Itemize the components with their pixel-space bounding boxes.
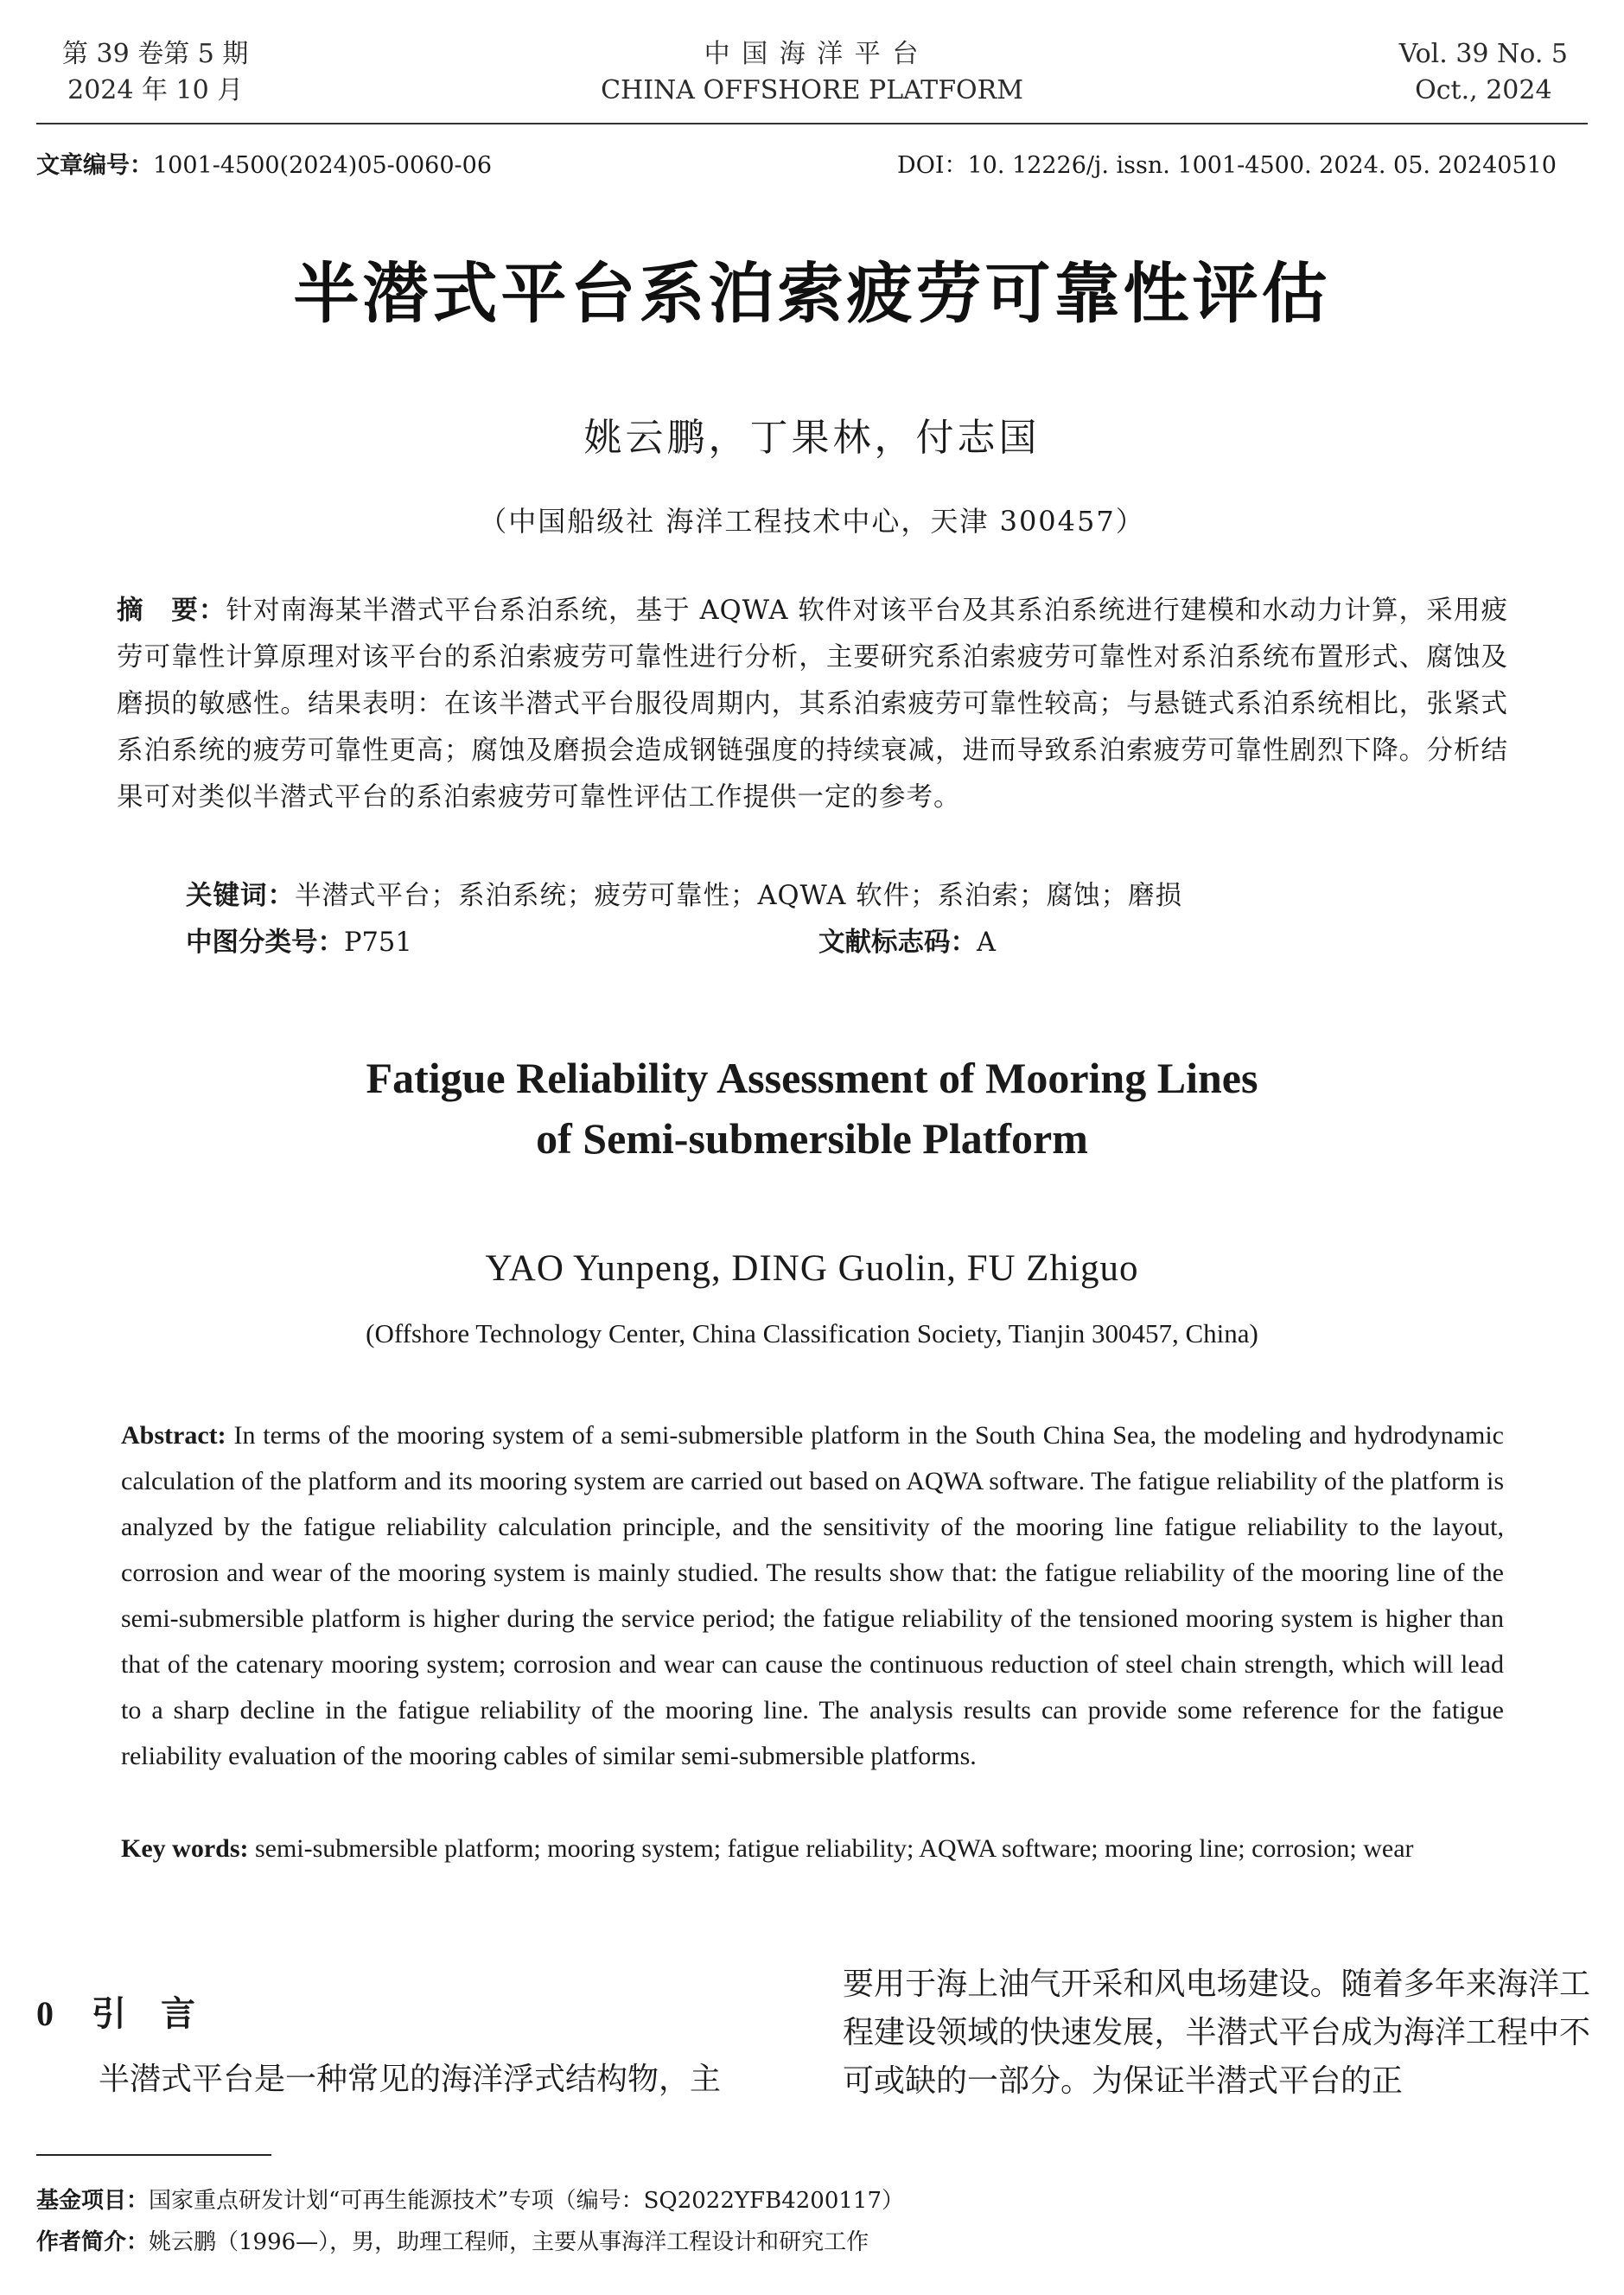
abstract-cn bbox=[117, 588, 1508, 821]
paper-title-cn: 半潜式平台系泊索疲劳可靠性评估 bbox=[293, 255, 1331, 332]
date-en: Oct., 2024 bbox=[1415, 75, 1552, 105]
journal-name-cn: 中 国 海 洋 平 台 bbox=[704, 39, 920, 69]
journal-name-en: CHINA OFFSHORE PLATFORM bbox=[601, 75, 1023, 105]
keywords-cn-label: 关键词： bbox=[186, 881, 295, 911]
body-text-left-column: 半潜式平台是一种常见的海洋浮式结构物，主 bbox=[99, 2062, 722, 2097]
authors-cn: 姚云鹏，丁果林，付志国 bbox=[583, 416, 1041, 460]
keywords-en-text: semi-submersible platform; mooring system; fatigue reliability; AQWA software; mooring line; corrosion; wear bbox=[254, 1834, 1414, 1863]
author-bio-text: 姚云鹏（1996—），男，助理工程师，主要从事海洋工程设计和研究工作 bbox=[149, 2229, 869, 2255]
header-rule bbox=[36, 123, 1588, 124]
journal-name bbox=[0, 36, 1624, 109]
funding-label: 基金项目： bbox=[36, 2188, 150, 2214]
footnote-funding bbox=[36, 2183, 1588, 2218]
doi-value: 10. 12226/j. issn. 1001-4500. 2024. 05. 20240510 bbox=[967, 152, 1557, 179]
affiliation-cn: （中国船级社 海洋工程技术中心，天津 300457） bbox=[479, 505, 1145, 538]
footnote-author bbox=[36, 2225, 1588, 2260]
abstract-cn-label: 摘 要： bbox=[117, 596, 226, 626]
section-heading-introduction bbox=[36, 1988, 230, 2040]
keywords-en-label: Key words: bbox=[121, 1834, 249, 1863]
doi bbox=[897, 149, 1557, 183]
author-bio-label: 作者简介： bbox=[36, 2229, 150, 2255]
affiliation-en: (Offshore Technology Center, China Classification Society, Tianjin 300457, China) bbox=[366, 1318, 1258, 1348]
keywords-cn-text: 半潜式平台；系泊系统；疲劳可靠性；AQWA 软件；系泊索；腐蚀；磨损 bbox=[295, 881, 1183, 911]
classification-label: 中图分类号： bbox=[186, 928, 344, 958]
article-number-value: 1001-4500(2024)05-0060-06 bbox=[153, 152, 493, 179]
section-number: 0 bbox=[36, 1994, 54, 2033]
keywords-en bbox=[121, 1826, 1504, 1871]
abstract-en bbox=[121, 1412, 1504, 1779]
paper-title-en bbox=[0, 1048, 1624, 1169]
document-code bbox=[818, 920, 996, 966]
classification-cn bbox=[186, 920, 412, 966]
document-code-value: A bbox=[977, 928, 997, 958]
article-number-label: 文章编号： bbox=[36, 152, 153, 179]
classification-value: P751 bbox=[344, 928, 412, 958]
journal-volume-en bbox=[1399, 36, 1568, 109]
volume-issue-cn: 第 39 卷第 5 期 bbox=[62, 39, 249, 69]
body-text-right-column: 要用于海上油气开采和风电场建设。随着多年来海洋工程建设领域的快速发展，半潜式平台成为海洋工程中不可或缺的一部分。为保证半潜式平台的正 bbox=[843, 1967, 1590, 2099]
abstract-en-text: In terms of the mooring system of a semi-submersible platform in the South China Sea, the modeling and hydrodynamic calculation of the platform and its mooring system are carried out based on AQWA software. The fatigue reliability of the platform is analyzed by the fatigue reliability calculation principle, and the sensitivity of the mooring line fatigue reliability to the layout, corrosion and wear of the mooring system is mainly studied. The results show that: the fatigue reliability of the mooring line of the semi-submersible platform is higher during the service period; the fatigue reliability of the tensioned mooring system is higher than that of the catenary mooring system; corrosion and wear can cause the continuous reduction of steel chain strength, which will lead to a sharp decline in the fatigue reliability of the mooring line. The analysis results can provide some reference for the fatigue reliability evaluation of the mooring cables of similar semi-submersible platforms. bbox=[121, 1421, 1505, 1770]
paper-title-en-line2: of Semi-submersible Platform bbox=[536, 1114, 1088, 1163]
article-number bbox=[36, 149, 492, 183]
keywords-cn bbox=[186, 873, 1534, 920]
authors-en: YAO Yunpeng, DING Guolin, FU Zhiguo bbox=[485, 1248, 1139, 1289]
section-title: 引言 bbox=[92, 1994, 230, 2034]
abstract-en-label: Abstract: bbox=[121, 1421, 226, 1450]
document-code-label: 文献标志码： bbox=[818, 928, 977, 958]
footnote-rule bbox=[36, 2154, 271, 2156]
paper-title-en-line1: Fatigue Reliability Assessment of Mooring Lines bbox=[366, 1054, 1258, 1102]
date-cn: 2024 年 10 月 bbox=[67, 75, 244, 105]
doi-label: DOI： bbox=[897, 152, 968, 179]
funding-text: 国家重点研发计划“可再生能源技术”专项（编号：SQ2022YFB4200117） bbox=[149, 2188, 904, 2214]
abstract-cn-text: 针对南海某半潜式平台系泊系统，基于 AQWA 软件对该平台及其系泊系统进行建模和水动力计算，采用疲劳可靠性计算原理对该平台的系泊索疲劳可靠性进行分析，主要研究系泊索疲劳可靠性对系泊系统布置形式、腐蚀及磨损的敏感性。结果表明：在该半潜式平台服役周期内，其系泊索疲劳可靠性较高；与悬链式系泊系统相比，张紧式系泊系统的疲劳可靠性更高；腐蚀及磨损会造成钢链强度的持续衰减，进而导致系泊索疲劳可靠性剧烈下降。分析结果可对类似半潜式平台的系泊索疲劳可靠性评估工作提供一定的参考。 bbox=[117, 596, 1508, 813]
volume-issue-en: Vol. 39 No. 5 bbox=[1398, 39, 1568, 69]
